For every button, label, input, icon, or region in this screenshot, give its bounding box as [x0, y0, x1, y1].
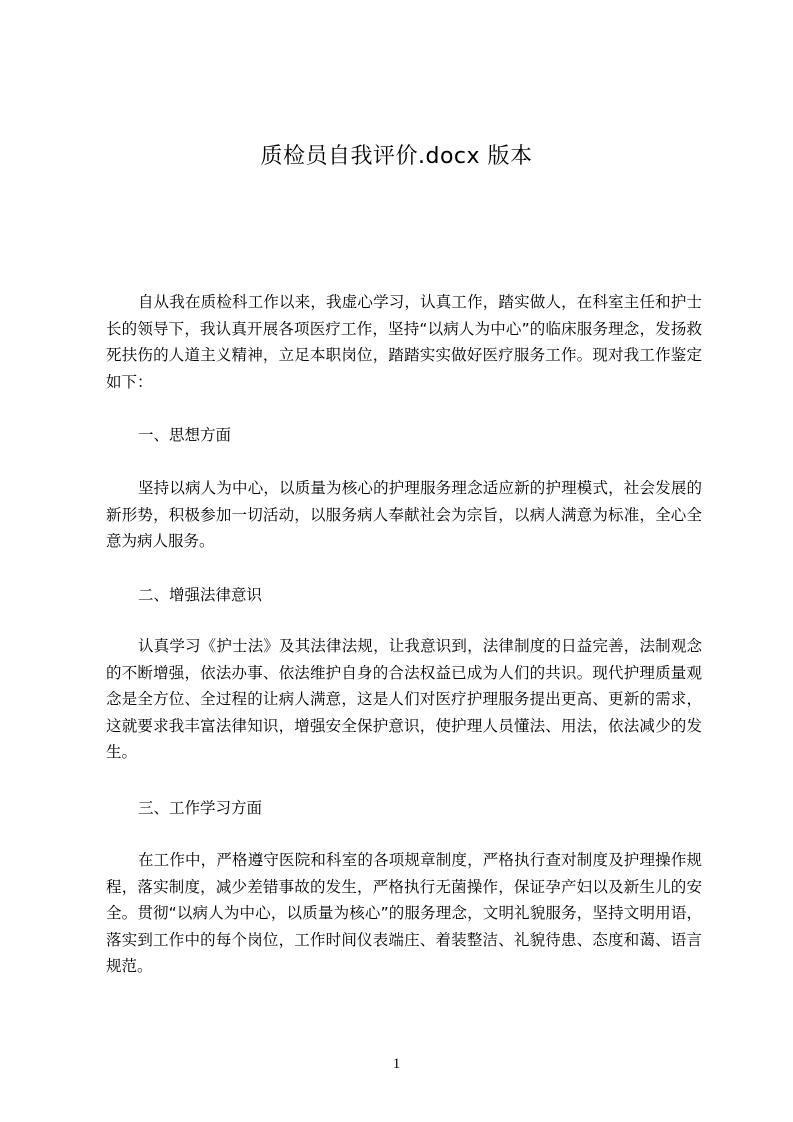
intro-paragraph: 自从我在质检科工作以来，我虚心学习，认真工作，踏实做人，在科室主任和护士长的领导下，我认真开展各项医疗工作，坚持“以病人为中心”的临床服务理念，发扬救死扶伤的人道主义精神，立足本职岗位，踏踏实实做好医疗服务工作。现对我工作鉴定如下：: [106, 293, 702, 391]
page-number: 1: [392, 1056, 401, 1072]
document-title: 质检员自我评价.docx 版本: [260, 144, 533, 169]
section-body-law: 认真学习《护士法》及其法律法规，让我意识到，法律制度的日益完善，法制观念的不断增强，依法办事、依法维护自身的合法权益已成为人们的共识。现代护理质量观念是全方位、全过程的让病人满意，这是人们对医疗护理服务提出更高、更新的需求，这就要求我丰富法律知识，增强安全保护意识，使护理人员懂法、用法，依法减少的发生。: [106, 637, 702, 761]
section-body-work-study: 在工作中，严格遵守医院和科室的各项规章制度，严格执行查对制度及护理操作规程，落实制度，减少差错事故的发生，严格执行无菌操作，保证孕产妇以及新生儿的安全。贯彻“以病人为中心，以质量为核心”的服务理念，文明礼貌服务，坚持文明用语，落实到工作中的每个岗位，工作时间仪表端庄、着装整洁、礼貌待患、态度和蔼、语言规范。: [106, 851, 702, 975]
section-heading-law: 二、增强法律意识: [138, 586, 263, 604]
section-heading-thought: 一、思想方面: [138, 426, 232, 444]
section-body-thought: 坚持以病人为中心，以质量为核心的护理服务理念适应新的护理模式，社会发展的新形势，积极参加一切活动，以服务病人奉献社会为宗旨，以病人满意为标准，全心全意为病人服务。: [106, 479, 702, 550]
section-heading-work-study: 三、工作学习方面: [138, 799, 263, 817]
